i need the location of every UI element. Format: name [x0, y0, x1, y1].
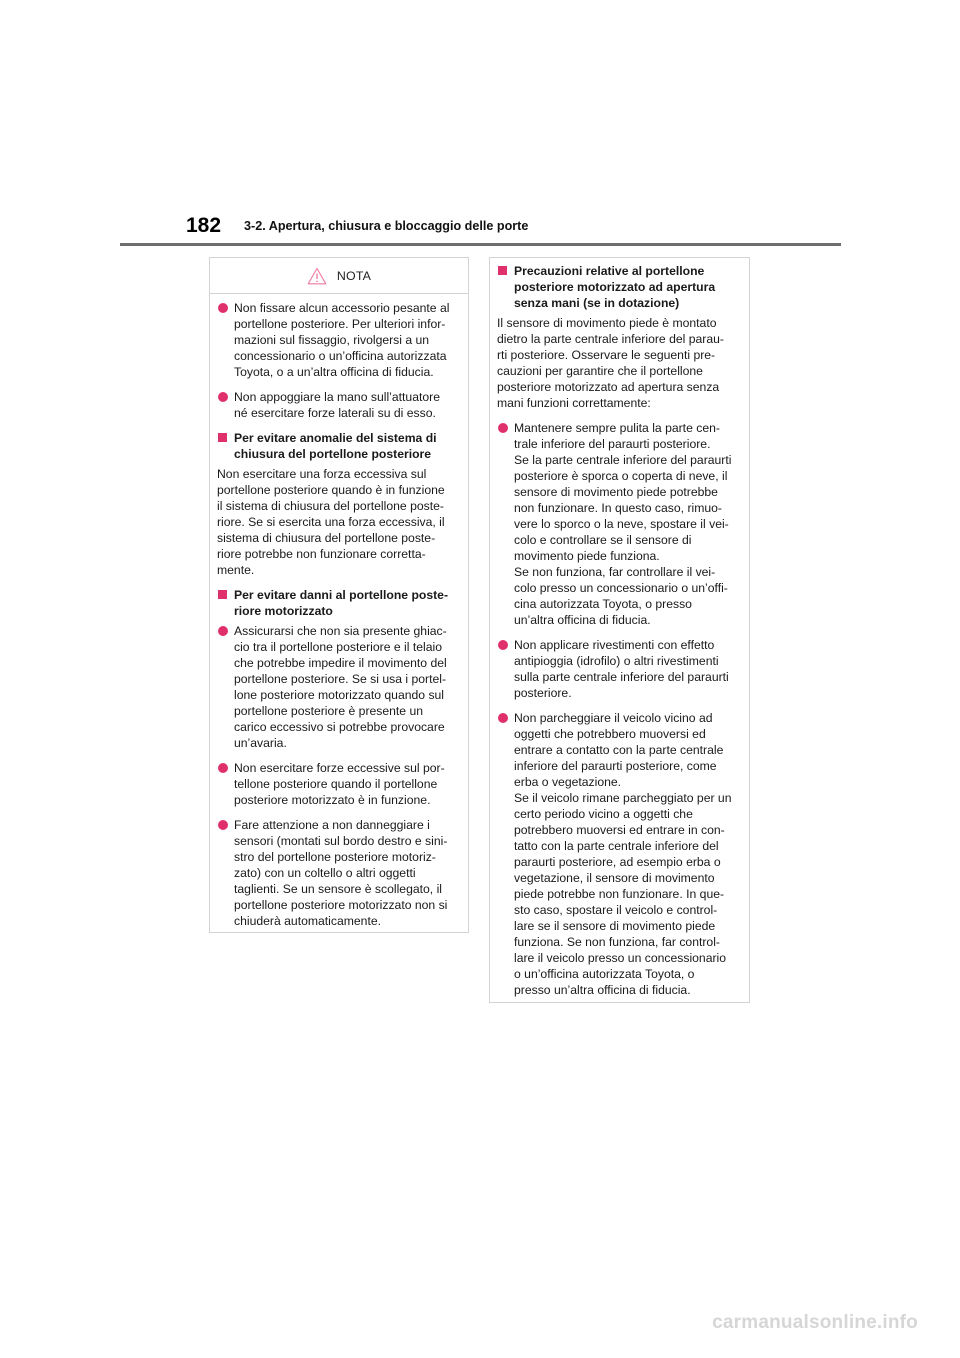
note-bullet-coatings: Non applicare rivestimenti con effetto antipioggia (idrofilo) o altri rivestimenti sulla parte centrale inferiore del paraurti posteriore. [497, 637, 737, 701]
paragraph-closing-system: Non esercitare una forza eccessiva sul portellone posteriore quando è in funzione il sistema di chiusura del portellone poste- riore. Se si esercita una forza eccessiva, il sistema di chiusura del portellone poste- riore potrebbe non funzionare corretta- mente. [217, 467, 445, 577]
warning-triangle-icon [307, 267, 327, 285]
subheading-power-tailgate: Per evitare danni al portellone poste- riore motorizzato [217, 587, 456, 619]
note-bullet-sensors: Fare attenzione a non danneggiare i sensori (montati sul bordo destro e sini- stro del portellone posteriore motoriz- zato) con un coltello o altri oggetti taglienti. Se un sensore è scollegato, il portellone posteriore motorizzato non si chiuderà automaticamente. [217, 817, 456, 929]
watermark: carmanualsonline.info [712, 1312, 918, 1333]
subheading-closing-system: Per evitare anomalie del sistema di chiusura del portellone posteriore [217, 430, 456, 462]
page-number: 182 [186, 214, 222, 237]
note-bullet-force: Non esercitare forze eccessive sul por- tellone posteriore quando il portellone posteriore motorizzato è in funzione. [217, 760, 456, 808]
note-bullet-ice: Assicurarsi che non sia presente ghiac- cio tra il portellone posteriore e il telaio che potrebbe impedire il movimento del portellone posteriore. Se si usa i portel- lone posteriore motorizzato quando sul portellone posteriore è presente un carico eccessivo si potrebbe provocare un’avaria. [217, 623, 456, 751]
note-bullet-parking: Non parcheggiare il veicolo vicino ad oggetti che potrebbero muoversi ed entrare a contatto con la parte centrale inferiore del paraurti posteriore, come erba o vegetazione. Se il veicolo rimane parcheggiato per un certo periodo vicino a oggetti che potrebbero muoversi ed entrare in con- tatto con la parte centrale inferiore del paraurti posteriore, ad esempio erba o vegetazione, il sensore di movimento piede potrebbe non funzionare. In que- sto caso, spostare il veicolo e control- lare se il sensore di movimento piede funziona. Se non funziona, far control- lare il veicolo presso un concessionario o un’officina autorizzata Toyota, o presso un’altra officina di fiducia. [497, 710, 737, 998]
paragraph-foot-sensor: Il sensore di movimento piede è montato dietro la parte centrale inferiore del parau- rti posteriore. Osservare le seguenti pre- cauzioni per garantire che il portellone posteriore motorizzato ad apertura senza mani funzioni correttamente: [497, 316, 724, 410]
nota-title: NOTA [336, 268, 372, 283]
hands-free-box [489, 257, 750, 1003]
note-bullet-clean-bumper: Mantenere sempre pulita la parte cen- trale inferiore del paraurti posteriore. Se la parte centrale inferiore del paraurti posteriore è sporca o coperta di neve, il sensore di movimento piede potrebbe non funzionare. In questo caso, rimuo- vere lo sporco o la neve, spostare il vei- colo e controllare se il sensore di movimento piede funziona. Se non funziona, far controllare il vei- colo presso un concessionario o un’offi- cina autorizzata Toyota, o presso un’altra officina di fiducia. [497, 420, 737, 628]
subheading-hands-free: Precauzioni relative al portellone posteriore motorizzato ad apertura senza mani (se in dotazione) [497, 263, 737, 311]
nota-divider [210, 293, 468, 294]
section-title: 3-2. Apertura, chiusura e bloccaggio delle porte [244, 219, 529, 233]
header-rule [120, 243, 841, 246]
nota-box [209, 257, 469, 933]
note-bullet-actuator: Non appoggiare la mano sull’attuatore né esercitare forze laterali su di esso. [217, 389, 456, 421]
note-bullet-accessories: Non fissare alcun accessorio pesante al portellone posteriore. Per ulteriori infor- mazioni sul fissaggio, rivolgersi a un concessionario o un’officina autorizzata Toyota, o a un’altra officina di fiducia. [217, 300, 456, 380]
nota-header [210, 258, 468, 293]
